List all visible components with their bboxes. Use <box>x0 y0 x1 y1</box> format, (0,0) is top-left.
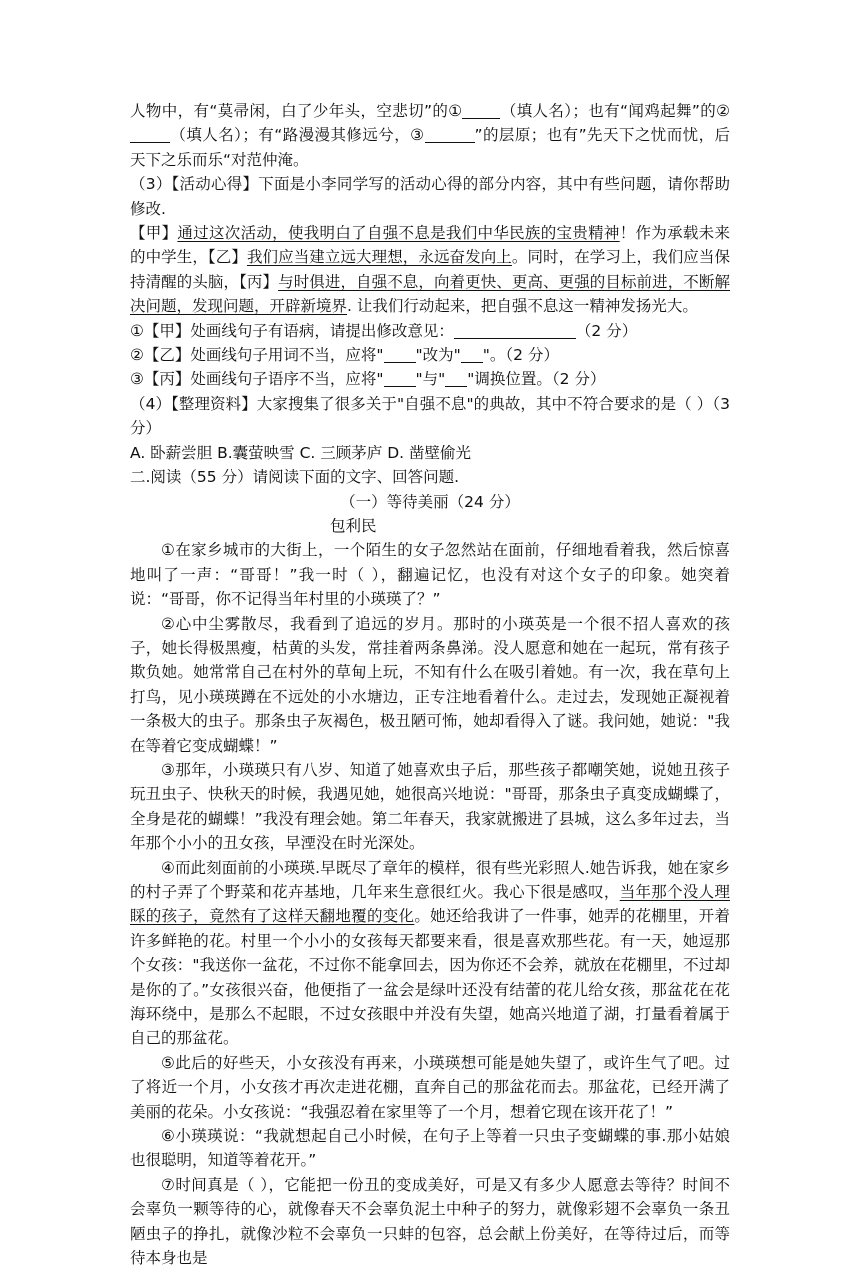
sub2-text-c: "。（2 分） <box>482 346 559 365</box>
article-paragraph-2: ②心中尘雾散尽，我看到了追远的岁月。那时的小瑛英是一个很不招人喜欢的孩子，她长得极黑瘦，枯黄的头发，常挂着两条鼻涕。没人愿意和她在一起玩，常有孩子欺负她。她常常自己在村外的草甸上玩，不知有什么在吸引着她。有一次，我在草句上打鸟，见小瑛瑛蹲在不远处的小水塘边，正专注地看着什么。走过去，发现她正凝视着一条极大的虫子。那条虫子灰褐色，极丑陋可怖，她却看得入了谜。我问她，她说："我在等着它变成蝴蝶！” <box>130 614 730 755</box>
tag-yi: 【乙】 <box>207 248 247 267</box>
question-3-intro: （3）【活动心得】下面是小李同学写的活动心得的部分内容，其中有些问题，请你帮助修改. <box>130 175 730 218</box>
q2-text-a: 人物中，有“莫帚闲，白了少年头，空悲切”的① <box>130 102 463 120</box>
q2-text-c: （填人名）；有“路漫漫其修远兮，③ <box>170 126 425 145</box>
article-paragraph-5: ⑤此后的好些天，小女孩没有再来，小瑛瑛想可能是她失望了，或许生气了吧。过了将近一个月，小女孩才再次走进花棚，直奔自己的那盆花而去。那盆花，已经开满了美丽的花朵。小女孩说：“我强忍着在家里等了一个月，想着它现在该开花了！” <box>130 1053 730 1121</box>
sub1-score: （2 分） <box>575 321 638 340</box>
sub-question-3 <box>130 367 730 391</box>
sub3-blank-1[interactable] <box>384 370 416 387</box>
underlined-sentence-yi: 我们应当建立远大理想，永远奋发向上 <box>246 248 512 267</box>
q2-text-b: （填人名）；也有“闻鸡起舞”的② <box>500 102 730 120</box>
sub3-text-a: ③【丙】处画线句子语序不当，应将" <box>130 370 384 389</box>
exam-page <box>130 99 730 1271</box>
tag-jia: 【甲】 <box>130 224 178 243</box>
article-paragraph-7: ⑦时间真是（ ），它能把一份丑的变成美好，可是又有多少人愿意去等待？时间不会辜负一颗等待的心，就像春天不会辜负泥土中种子的努力，就像彩翅不会辜负一条丑陋虫子的挣扎，就像沙粒不会辜负一只蚌的包容，总会献上份美好，在等待过后，而等待本身也是 <box>130 1175 730 1268</box>
p4-text-a: ④而此刻面前的小瑛瑛.早既尽了章年的模样，很有些光彩照人.她告诉我，她在家乡的村子弄了个野菜和花卉基地，几年来生意很红火。我心下很是感叹， <box>130 858 730 901</box>
activity-reflection-passage <box>130 221 730 319</box>
blank-1[interactable] <box>462 102 500 119</box>
tag-bing: 【丙】 <box>239 272 279 291</box>
question-4-options: A. 卧薪尝胆 B.囊萤映雪 C. 三顾茅庐 D. 凿壁偷光 <box>130 443 471 462</box>
sub2-blank-1[interactable] <box>384 346 416 363</box>
blank-3[interactable] <box>425 126 475 143</box>
underlined-sentence-jia: 通过这次活动，使我明白了自强不息是我们中华民族的宝贵精神 <box>177 224 620 243</box>
sub3-text-b: "与" <box>415 370 446 389</box>
blank-2[interactable] <box>130 126 170 143</box>
article-subtitle: （一）等待美丽（24 分） <box>340 492 520 511</box>
sub1-answer-blank[interactable] <box>454 322 576 339</box>
passage-text-3: . 让我们行动起来，把自强不息这一精神发扬光大。 <box>347 297 698 316</box>
sub2-blank-2[interactable] <box>461 346 483 363</box>
sub3-text-c: "调换位置。（2 分） <box>467 370 606 389</box>
sub-question-2 <box>130 343 730 367</box>
article-paragraph-1: ①在家乡城市的大街上，一个陌生的女子忽然站在面前，仔细地看着我，然后惊喜地叫了一声：“哥哥！”我一时（ ），翻遍记忆，也没有对这个女子的印象。她突着说：“哥哥，你不记得当年村里的小瑛瑛了？” <box>130 541 730 609</box>
p4-text-b: 。她还给我讲了一件事，她弄的花棚里，开着许多鲜艳的花。村里一个小小的女孩每天都要来看，很是喜欢那些花。有一天，她逗那个女孩："我送你一盆花，不过你不能拿回去，因为你还不会养，就放在花棚里，不过却是你的了。”女孩很兴奋，他便指了一盆会是绿叶还没有结蕾的花儿给女孩，那盆花在花海环绕中，是那么不起眼，不过女孩眼中并没有失望，她高兴地道了湖，打量看着属于自己的那盆花。 <box>130 907 730 1048</box>
article-paragraph-3: ③那年，小瑛瑛只有八岁、知道了她喜欢虫子后，那些孩子都嘲笑她，说她丑孩子玩丑虫子、快秋天的时候，我遇见她，她很高兴地说："哥哥，那条虫子真变成蝴蝶了，全身是花的蝴蝶！”我没有理会她。第二年春天，我家就搬进了县城，这么多年过去，当年那个小小的丑女孩，早湮没在时光深处。 <box>130 760 730 853</box>
article-paragraph-6: ⑥小瑛瑛说：“我就想起自己小时候，在句子上等着一只虫子变蝴蝶的事.那小姑娘也很聪明，知道等着花开。” <box>130 1127 730 1170</box>
article-author: 包利民 <box>330 516 377 535</box>
article-paragraph-4 <box>130 856 730 1051</box>
question-4-stem: （4）【整理资料】大家搜集了很多关于"自强不息"的典故，其中不符合要求的是（ ）（3 分） <box>130 394 730 438</box>
sub2-text-b: "改为" <box>415 346 461 365</box>
sub2-text-a: ②【乙】处画线句子用词不当，应将" <box>130 346 384 365</box>
question-2-continuation <box>130 99 730 172</box>
q2-text-d: ”的层原；也有”先天下之忧而忧，后天下之乐而乐“对范仲淹。 <box>130 126 731 169</box>
underlined-sentence-bing: 与时俱进，自强不息，向着更快、更高、更强的目标前进，不断解决问题，发现问题，开辟新境界 <box>130 272 730 316</box>
sub1-text: ①【甲】处画线句子有语病，请提出修改意见： <box>130 321 454 340</box>
sub3-blank-2[interactable] <box>445 370 467 387</box>
passage-text-2: 。同时，在学习上，我们应当保持清醒的头脑， <box>130 248 730 291</box>
section-2-heading: 二.阅读（55 分）请阅读下面的文字、回答问题. <box>130 468 460 487</box>
sub-question-1 <box>130 319 730 343</box>
p4-underlined-sentence: 当年那个没人理睬的孩子，竟然有了这样天翻地覆的变化 <box>130 883 730 926</box>
passage-text-1: ！作为承载未来的中学生， <box>130 224 730 267</box>
